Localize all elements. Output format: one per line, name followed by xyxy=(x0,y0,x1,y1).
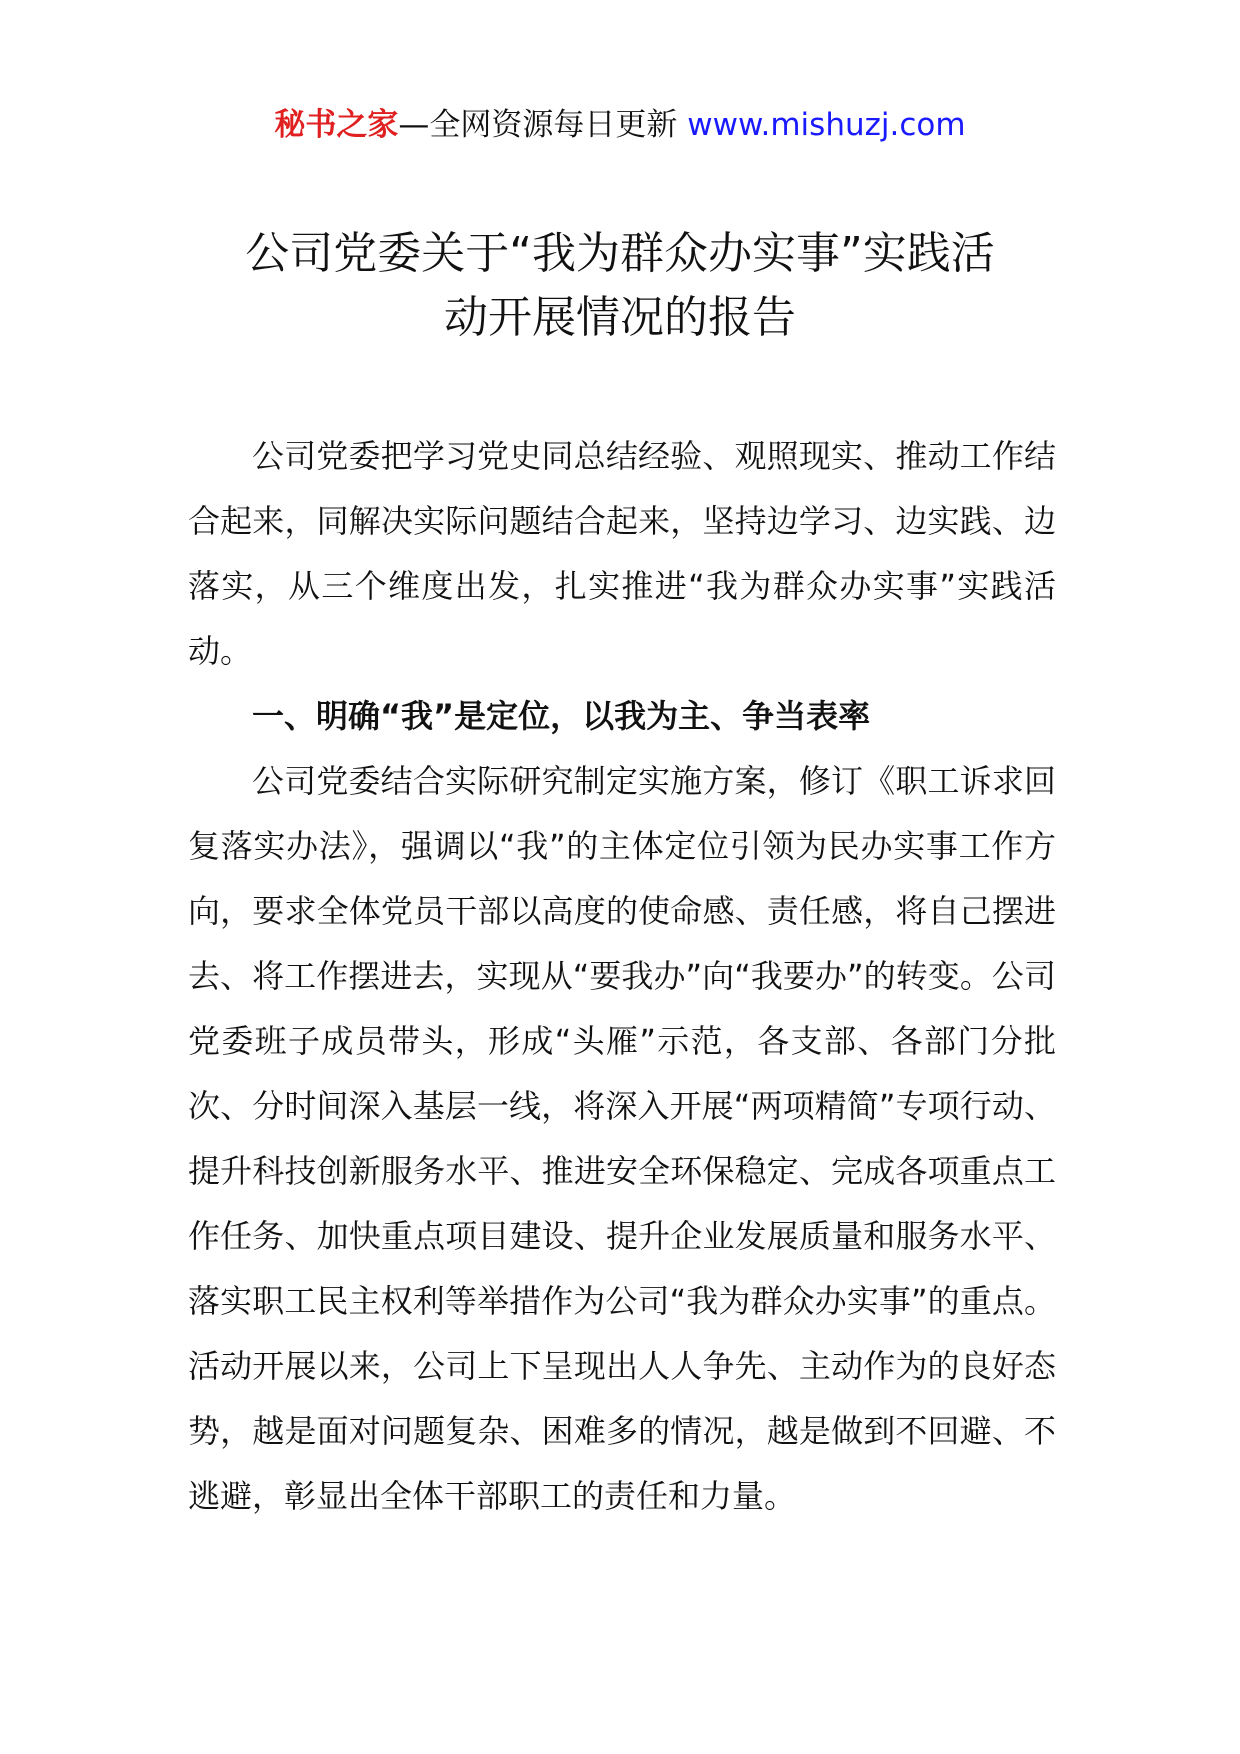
title-line-2: 动开展情况的报告 xyxy=(444,292,796,343)
site-brand: 秘书之家 xyxy=(274,107,399,143)
intro-paragraph: 公司党委把学习党史同总结经验、观照现实、推动工作结合起来，同解决实际问题结合起来，坚持边学习、边实践、边落实，从三个维度出发，扎实推进“我为群众办实事”实践活动。 xyxy=(188,437,1056,670)
site-url-link[interactable]: www.mishuzj.com xyxy=(687,107,966,143)
document-title xyxy=(150,222,1090,350)
section-heading-1: 一、明确“我”是定位，以我为主、争当表率 xyxy=(252,697,871,735)
site-slogan: —全网资源每日更新 xyxy=(398,107,688,143)
site-banner xyxy=(0,100,1240,150)
title-line-1: 公司党委关于“我为群众办实事”实践活 xyxy=(245,228,995,279)
document-body xyxy=(188,424,1056,1529)
section-paragraph-1: 公司党委结合实际研究制定实施方案，修订《职工诉求回复落实办法》，强调以“我”的主体定位引领为民办实事工作方向，要求全体党员干部以高度的使命感、责任感，将自己摆进去、将工作摆进去，实现从“要我办”向“我要办”的转变。公司党委班子成员带头，形成“头雁”示范，各支部、各部门分批次、分时间深入基层一线，将深入开展“两项精简”专项行动、提升科技创新服务水平、推进安全环保稳定、完成各项重点工作任务、加快重点项目建设、提升企业发展质量和服务水平、落实职工民主权利等举措作为公司“我为群众办实事”的重点。活动开展以来，公司上下呈现出人人争先、主动作为的良好态势，越是面对问题复杂、困难多的情况，越是做到不回避、不逃避，彰显出全体干部职工的责任和力量。 xyxy=(188,762,1056,1515)
